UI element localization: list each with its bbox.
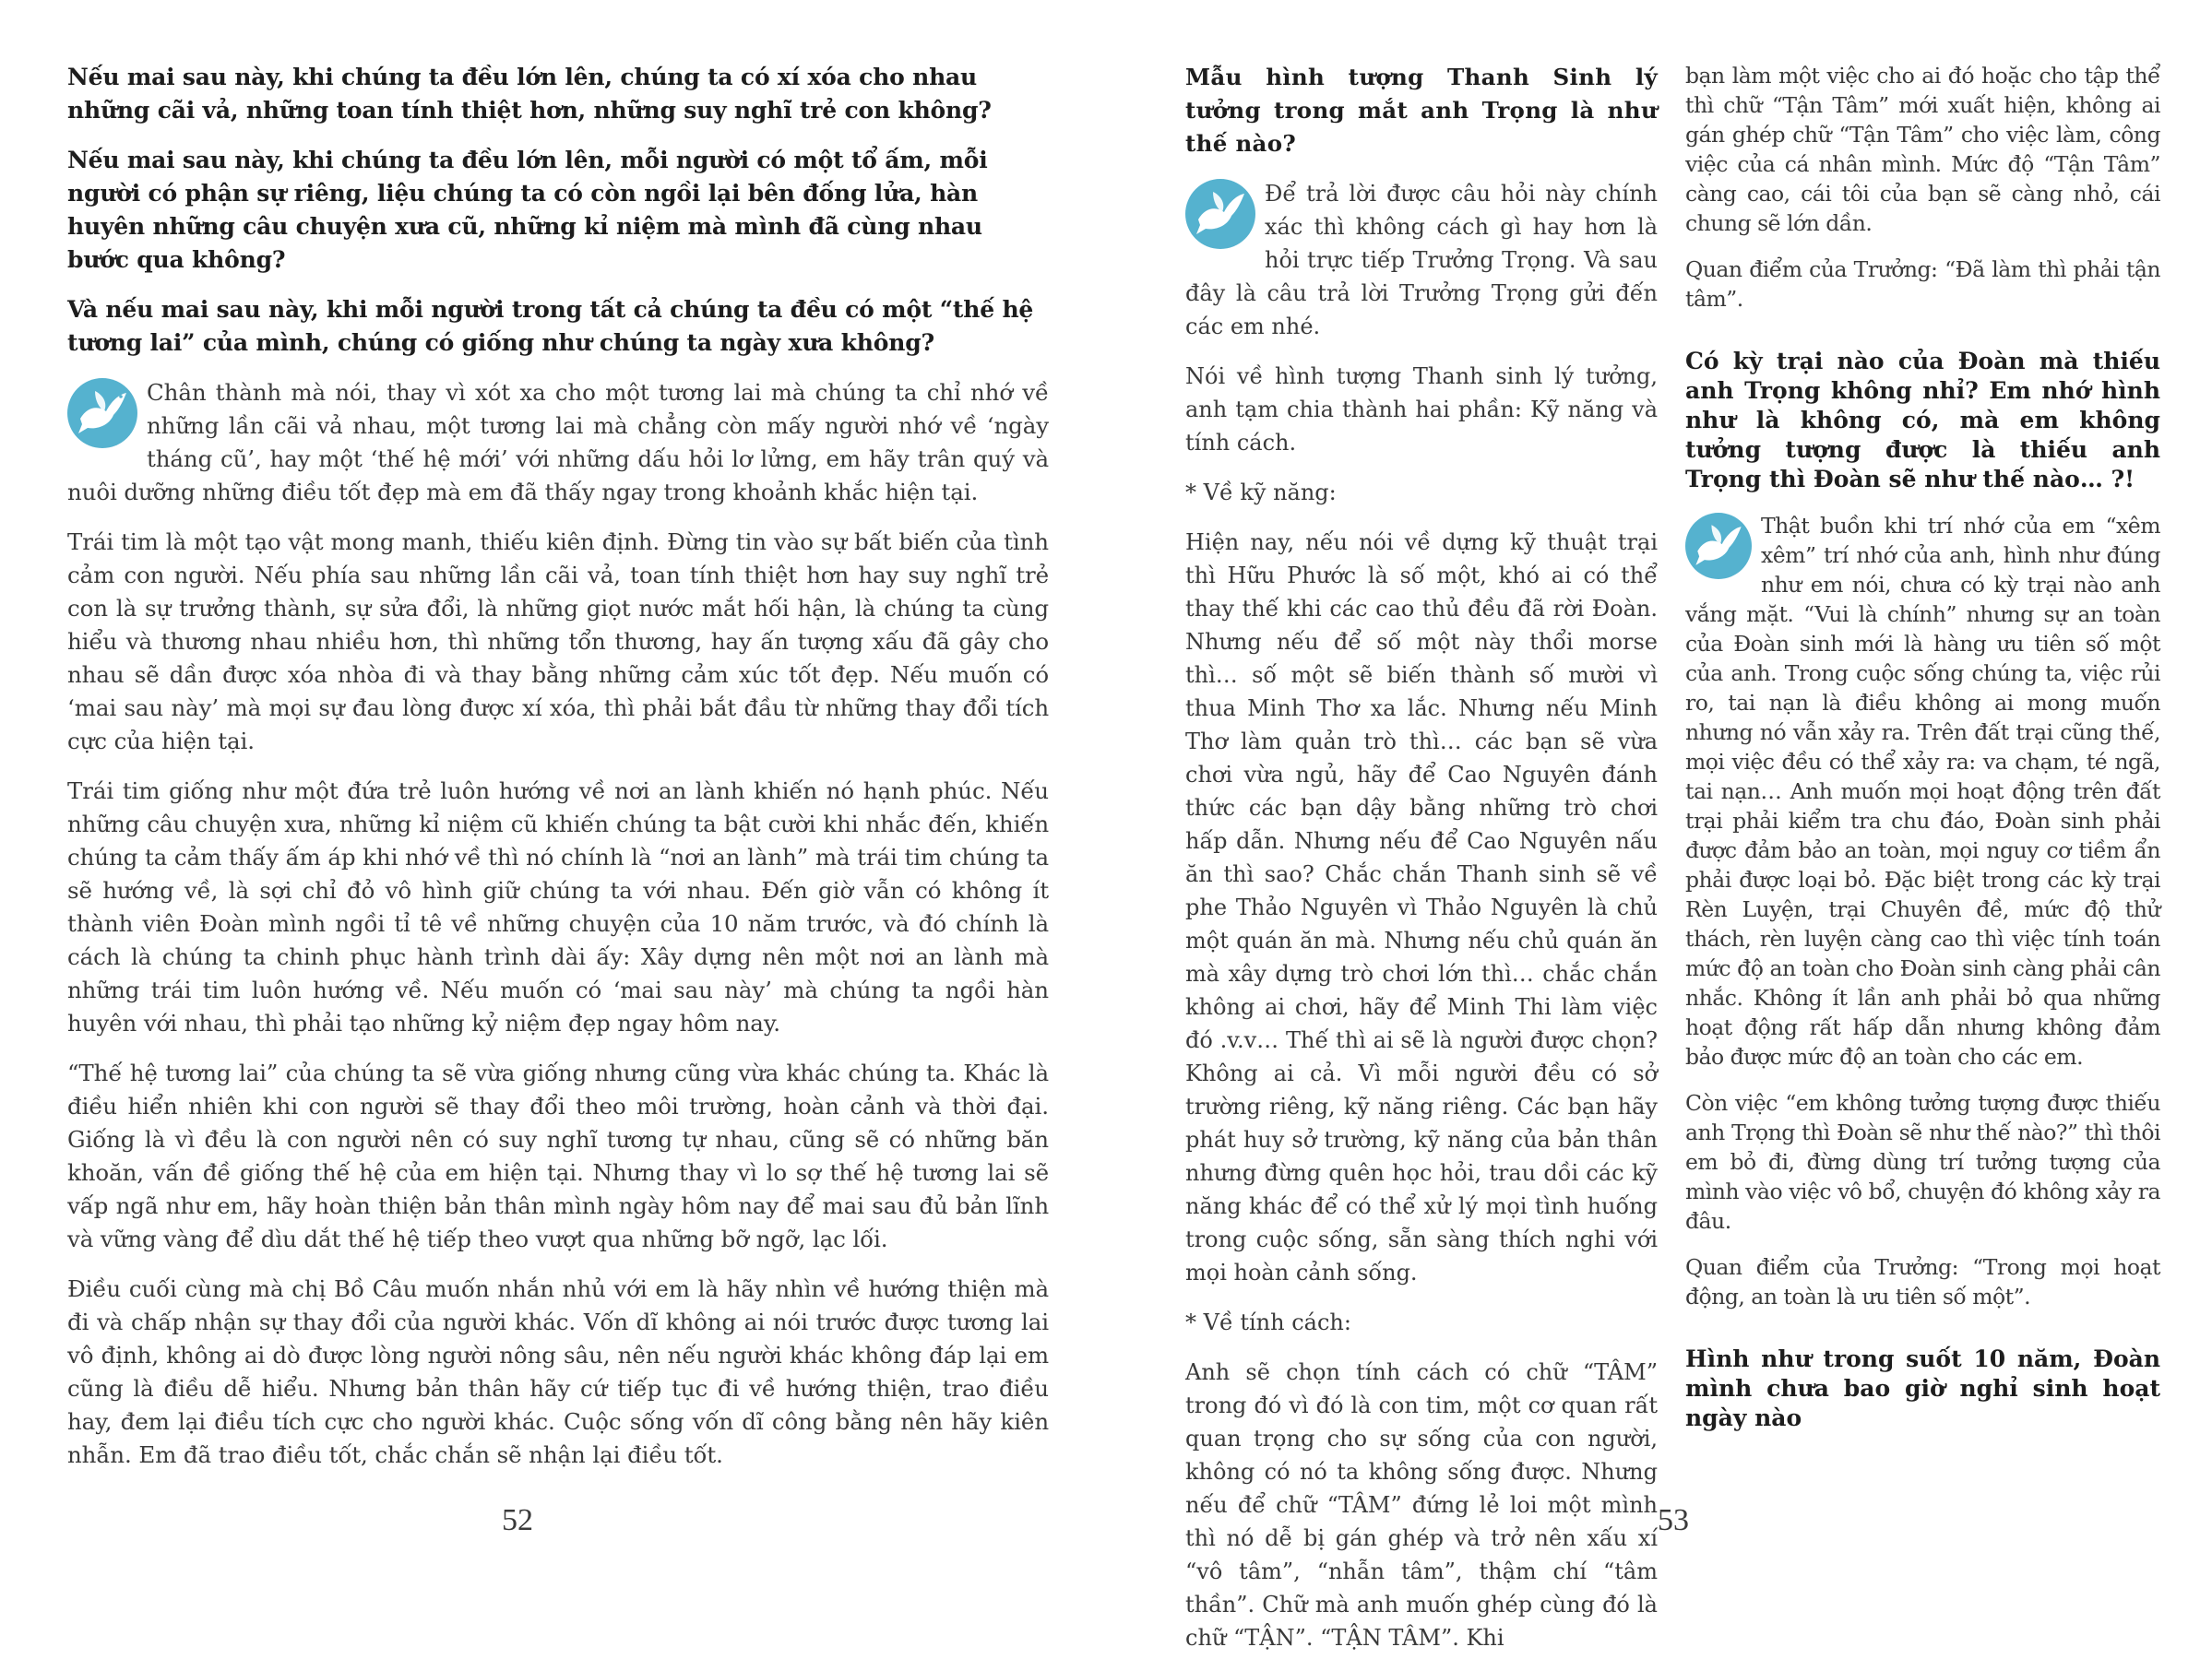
dove-icon xyxy=(67,378,137,448)
paragraph-4: Điều cuối cùng mà chị Bồ Câu muốn nhắn nhủ với em là hãy nhìn về hướng thiện mà đi và chấp nhận sự thay đổi của người khác. Vốn dĩ không ai nói trước được tương lai vô định, không ai dò được lòng người nông sâu, nên nếu người khác không đáp lại em cũng là điều dễ hiểu. Nhưng bản thân hãy cứ tiếp tục đi về hướng thiện, trao điều hay, đem lại điều tích cực cho người khác. Cuộc sống vốn dĩ công bằng nên hãy kiên nhẫn. Em đã trao điều tốt, chắc chắn sẽ nhận lại điều tốt. xyxy=(67,1275,1049,1468)
paragraph-3: “Thế hệ tương lai” của chúng ta sẽ vừa giống nhưng cũng vừa khác chúng ta. Khác là điều hiển nhiên khi con người sẽ thay đổi theo môi trường, hoàn cảnh và thời đại. Giống là vì đều là con người nên có suy nghĩ tương tự nhau, cũng sẽ có những băn khoăn, vấn đề giống thế hệ của em hiện tại. Nhưng thay vì lo sợ thế hệ tương lai sẽ vấp ngã như em, hãy hoàn thiện bản thân mình ngày hôm nay để mai sau đủ bản lĩnh và vững vàng để dìu dắt thế hệ tiếp theo vượt qua những bỡ ngỡ, lạc lối. xyxy=(67,1060,1049,1252)
question-ideal-scout: Mẫu hình tượng Thanh Sinh lý tưởng trong mắt anh Trọng là như thế nào? xyxy=(1185,64,1658,157)
dove-icon xyxy=(1685,513,1752,579)
answer-intro: Chân thành mà nói, thay vì xót xa cho một tương lai mà chúng ta chỉ nhớ về những lần cãi vả nhau, một tương lai mà chẳng còn mấy người nhớ về ‘ngày tháng cũ’, hay một ‘thế hệ mới’ với những dấu hỏi lơ lửng, em hãy trân quý và nuôi dưỡng những điều tốt đẹp mà em đã thấy ngay trong khoảnh khắc hiện tại. xyxy=(67,379,1049,505)
answer-intro-block xyxy=(67,376,1049,509)
paragraph-imagination: Còn việc “em không tưởng tượng được thiếu anh Trọng thì Đoàn sẽ như thế nào?” thì thôi em bỏ đi, đừng dùng trí tưởng tượng của mình vào việc vô bổ, chuyện đó không xảy ra đâu. xyxy=(1685,1090,2160,1234)
answer-camp-block xyxy=(1685,511,2160,1072)
skills-heading: * Về kỹ năng: xyxy=(1185,480,1337,505)
question-1: Nếu mai sau này, khi chúng ta đều lớn lên, chúng ta có xí xóa cho nhau những cãi vả, những toan tính thiệt hơn, những suy nghĩ trẻ con không? xyxy=(67,64,992,124)
personality-heading: * Về tính cách: xyxy=(1185,1310,1351,1335)
paragraph-skills: Hiện nay, nếu nói về dựng kỹ thuật trại thì Hữu Phước là số một, khó ai có thể thay thế khi các cao thủ đều đã rời Đoàn. Nhưng nếu để số một này thổi morse thì… số một sẽ biến thành số mười vì thua Minh Thơ xa lắc. Nhưng nếu Minh Thơ làm quản trò thì… các bạn sẽ vừa chơi vừa ngủ, hãy để Cao Nguyên đánh thức các bạn dậy bằng những trò chơi hấp dẫn. Nhưng nếu để Cao Nguyên nấu ăn thì sao? Chắc chắn Thanh sinh sẽ về phe Thảo Nguyên vì Thảo Nguyên là chủ một quán ăn mà. Nhưng nếu chủ quán ăn mà xây dựng trò chơi lớn thì… chắc chắn không ai chơi, hãy để Minh Thi làm việc đó .v.v… Thế thì ai sẽ là người được chọn? Không ai cả. Vì mỗi người đều có sở trường riêng, kỹ năng riêng. Các bạn hãy phát huy sở trường, kỹ năng của bản thân nhưng đừng quên học hỏi, trau dồi các kỹ năng khác để có thể xử lý mọi tình huống trong cuộc sống, sẵn sàng thích nghi với mọi hoàn cảnh sống. xyxy=(1185,529,1658,1286)
right-column-2 xyxy=(1685,61,2160,1450)
paragraph-2: Trái tim giống như một đứa trẻ luôn hướng về nơi an lành khiến nó hạnh phúc. Nếu những câu chuyện xưa, những kỉ niệm cũ khiến chúng ta bật cười khi nhắc đến, khiến chúng ta cảm thấy ấm áp khi nhớ về thì nó chính là “nơi an lành” mà trái tim chúng ta sẽ hướng về, là sợi chỉ đỏ vô hình giữ chúng ta với nhau. Đến giờ vẫn có không ít thành viên Đoàn mình ngồi tỉ tê về những chuyện của 10 năm trước, và đó chính là cách là chúng ta chinh phục hành trình dài ấy: Xây dựng nên một nơi an lành mà những trái tim luôn hướng về. Nếu muốn có ‘mai sau này’ mà chúng ta ngồi hàn huyên với nhau, thì phải tạo những kỷ niệm đẹp ngay hôm nay. xyxy=(67,777,1049,1037)
paragraph-1: Trái tim là một tạo vật mong manh, thiếu kiên định. Đừng tin vào sự bất biến của tình cảm con người. Nếu phía sau những lần cãi vả, toan tính thiệt hơn hay suy nghĩ trẻ con là sự trưởng thành, sự sửa đổi, là những giọt nước mắt hối hận, là chúng ta cùng hiểu và thương nhau nhiều hơn, thì những tổn thương, hay ấn tượng xấu đã gây cho nhau sẽ dần được xóa nhòa đi và thay bằng những cảm xúc tốt đẹp. Nếu muốn có ‘mai sau này’ mà mọi sự đau lòng được xí xóa, thì phải bắt đầu từ những thay đổi tích cực của hiện tại. xyxy=(67,528,1049,754)
dove-icon xyxy=(1185,179,1255,249)
question-2: Nếu mai sau này, khi chúng ta đều lớn lên, mỗi người có một tổ ấm, mỗi người có phận sự riêng, liệu chúng ta có còn ngồi lại bên đống lửa, hàn huyên những câu chuyện xưa cũ, những kỉ niệm mà mình đã cùng nhau bước qua không? xyxy=(67,147,988,273)
answer-intro-2: Để trả lời được câu hỏi này chính xác thì không cách gì hay hơn là hỏi trực tiếp Trưởng Trọng. Và sau đây là câu trả lời Trưởng Trọng gửi đến các em nhé. xyxy=(1185,181,1658,339)
paragraph-continued: bạn làm một việc cho ai đó hoặc cho tập thể thì chữ “Tận Tâm” mới xuất hiện, không ai gán ghép chữ “Tận Tâm” cho việc làm, công việc của cá nhân mình. Mức độ “Tận Tâm” càng cao, cái tôi của bạn sẽ càng nhỏ, cái chung sẽ lớn dần. xyxy=(1685,63,2160,236)
paragraph-personality: Anh sẽ chọn tính cách có chữ “TÂM” trong đó vì đó là con tim, một cơ quan rất quan trọng cho sự sống của con người, không có nó ta không sống được. Nhưng nếu để chữ “TÂM” đứng lẻ loi một mình thì nó dễ bị gán ghép và trở nên xấu xí “vô tâm”, “nhẫn tâm”, thậm chí “tâm thần”. Chữ mà anh muốn ghép cùng đó là chữ “TẬN”. “TẬN TÂM”. Khi xyxy=(1185,1359,1658,1651)
question-camp: Có kỳ trại nào của Đoàn mà thiếu anh Trọng không nhỉ? Em nhớ hình như là không có, mà em không tưởng tượng được là thiếu anh Trọng thì Đoàn sẽ như thế nào… ?! xyxy=(1685,348,2160,492)
quote-2: Quan điểm của Trưởng: “Trong mọi hoạt động, an toàn là ưu tiên số một”. xyxy=(1685,1254,2160,1310)
question-10-years: Hình như trong suốt 10 năm, Đoàn mình chưa bao giờ nghỉ sinh hoạt ngày nào xyxy=(1685,1345,2160,1431)
left-page xyxy=(0,0,1106,1553)
page-number-right: 53 xyxy=(1658,1503,1689,1537)
answer-intro-block-2 xyxy=(1185,177,1658,343)
answer-camp: Thật buồn khi trí nhớ của em “xêm xêm” trí nhớ của anh, hình như đúng như em nói, chưa có kỳ trại nào anh vắng mặt. “Vui là chính” nhưng sự an toàn của Đoàn sinh mới là hàng ưu tiên số một của anh. Trong cuộc sống chúng ta, việc rủi ro, tai nạn là điều không ai mong muốn nhưng nó vẫn xảy ra. Trên đất trại cũng thế, mọi việc đều có thể xảy ra: va chạm, té ngã, tai nạn… Anh muốn mọi hoạt động trên đất trại phải kiểm tra chu đáo, Đoàn sinh phải được đảm bảo an toàn, mọi nguy cơ tiềm ẩn phải được loại bỏ. Đặc biệt trong các kỳ trại Rèn Luyện, trại Chuyên đề, mức độ thử thách, rèn luyện càng cao thì việc tính toán mức độ an toàn cho Đoàn sinh càng phải cân nhắc. Không ít lần anh phải bỏ qua những hoạt động rất hấp dẫn nhưng không đảm bảo được mức độ an toàn cho các em. xyxy=(1685,513,2160,1070)
left-column xyxy=(67,61,1049,1488)
paragraph-r1: Nói về hình tượng Thanh sinh lý tưởng, anh tạm chia thành hai phần: Kỹ năng và tính cách. xyxy=(1185,363,1658,456)
page-number-left: 52 xyxy=(502,1503,533,1537)
quote-1: Quan điểm của Trưởng: “Đã làm thì phải tận tâm”. xyxy=(1685,256,2160,312)
right-column-1 xyxy=(1185,61,1658,1671)
question-3: Và nếu mai sau này, khi mỗi người trong tất cả chúng ta đều có một “thế hệ tương lai” của mình, chúng có giống như chúng ta ngày xưa không? xyxy=(67,296,1034,356)
right-page xyxy=(1106,0,2212,1651)
